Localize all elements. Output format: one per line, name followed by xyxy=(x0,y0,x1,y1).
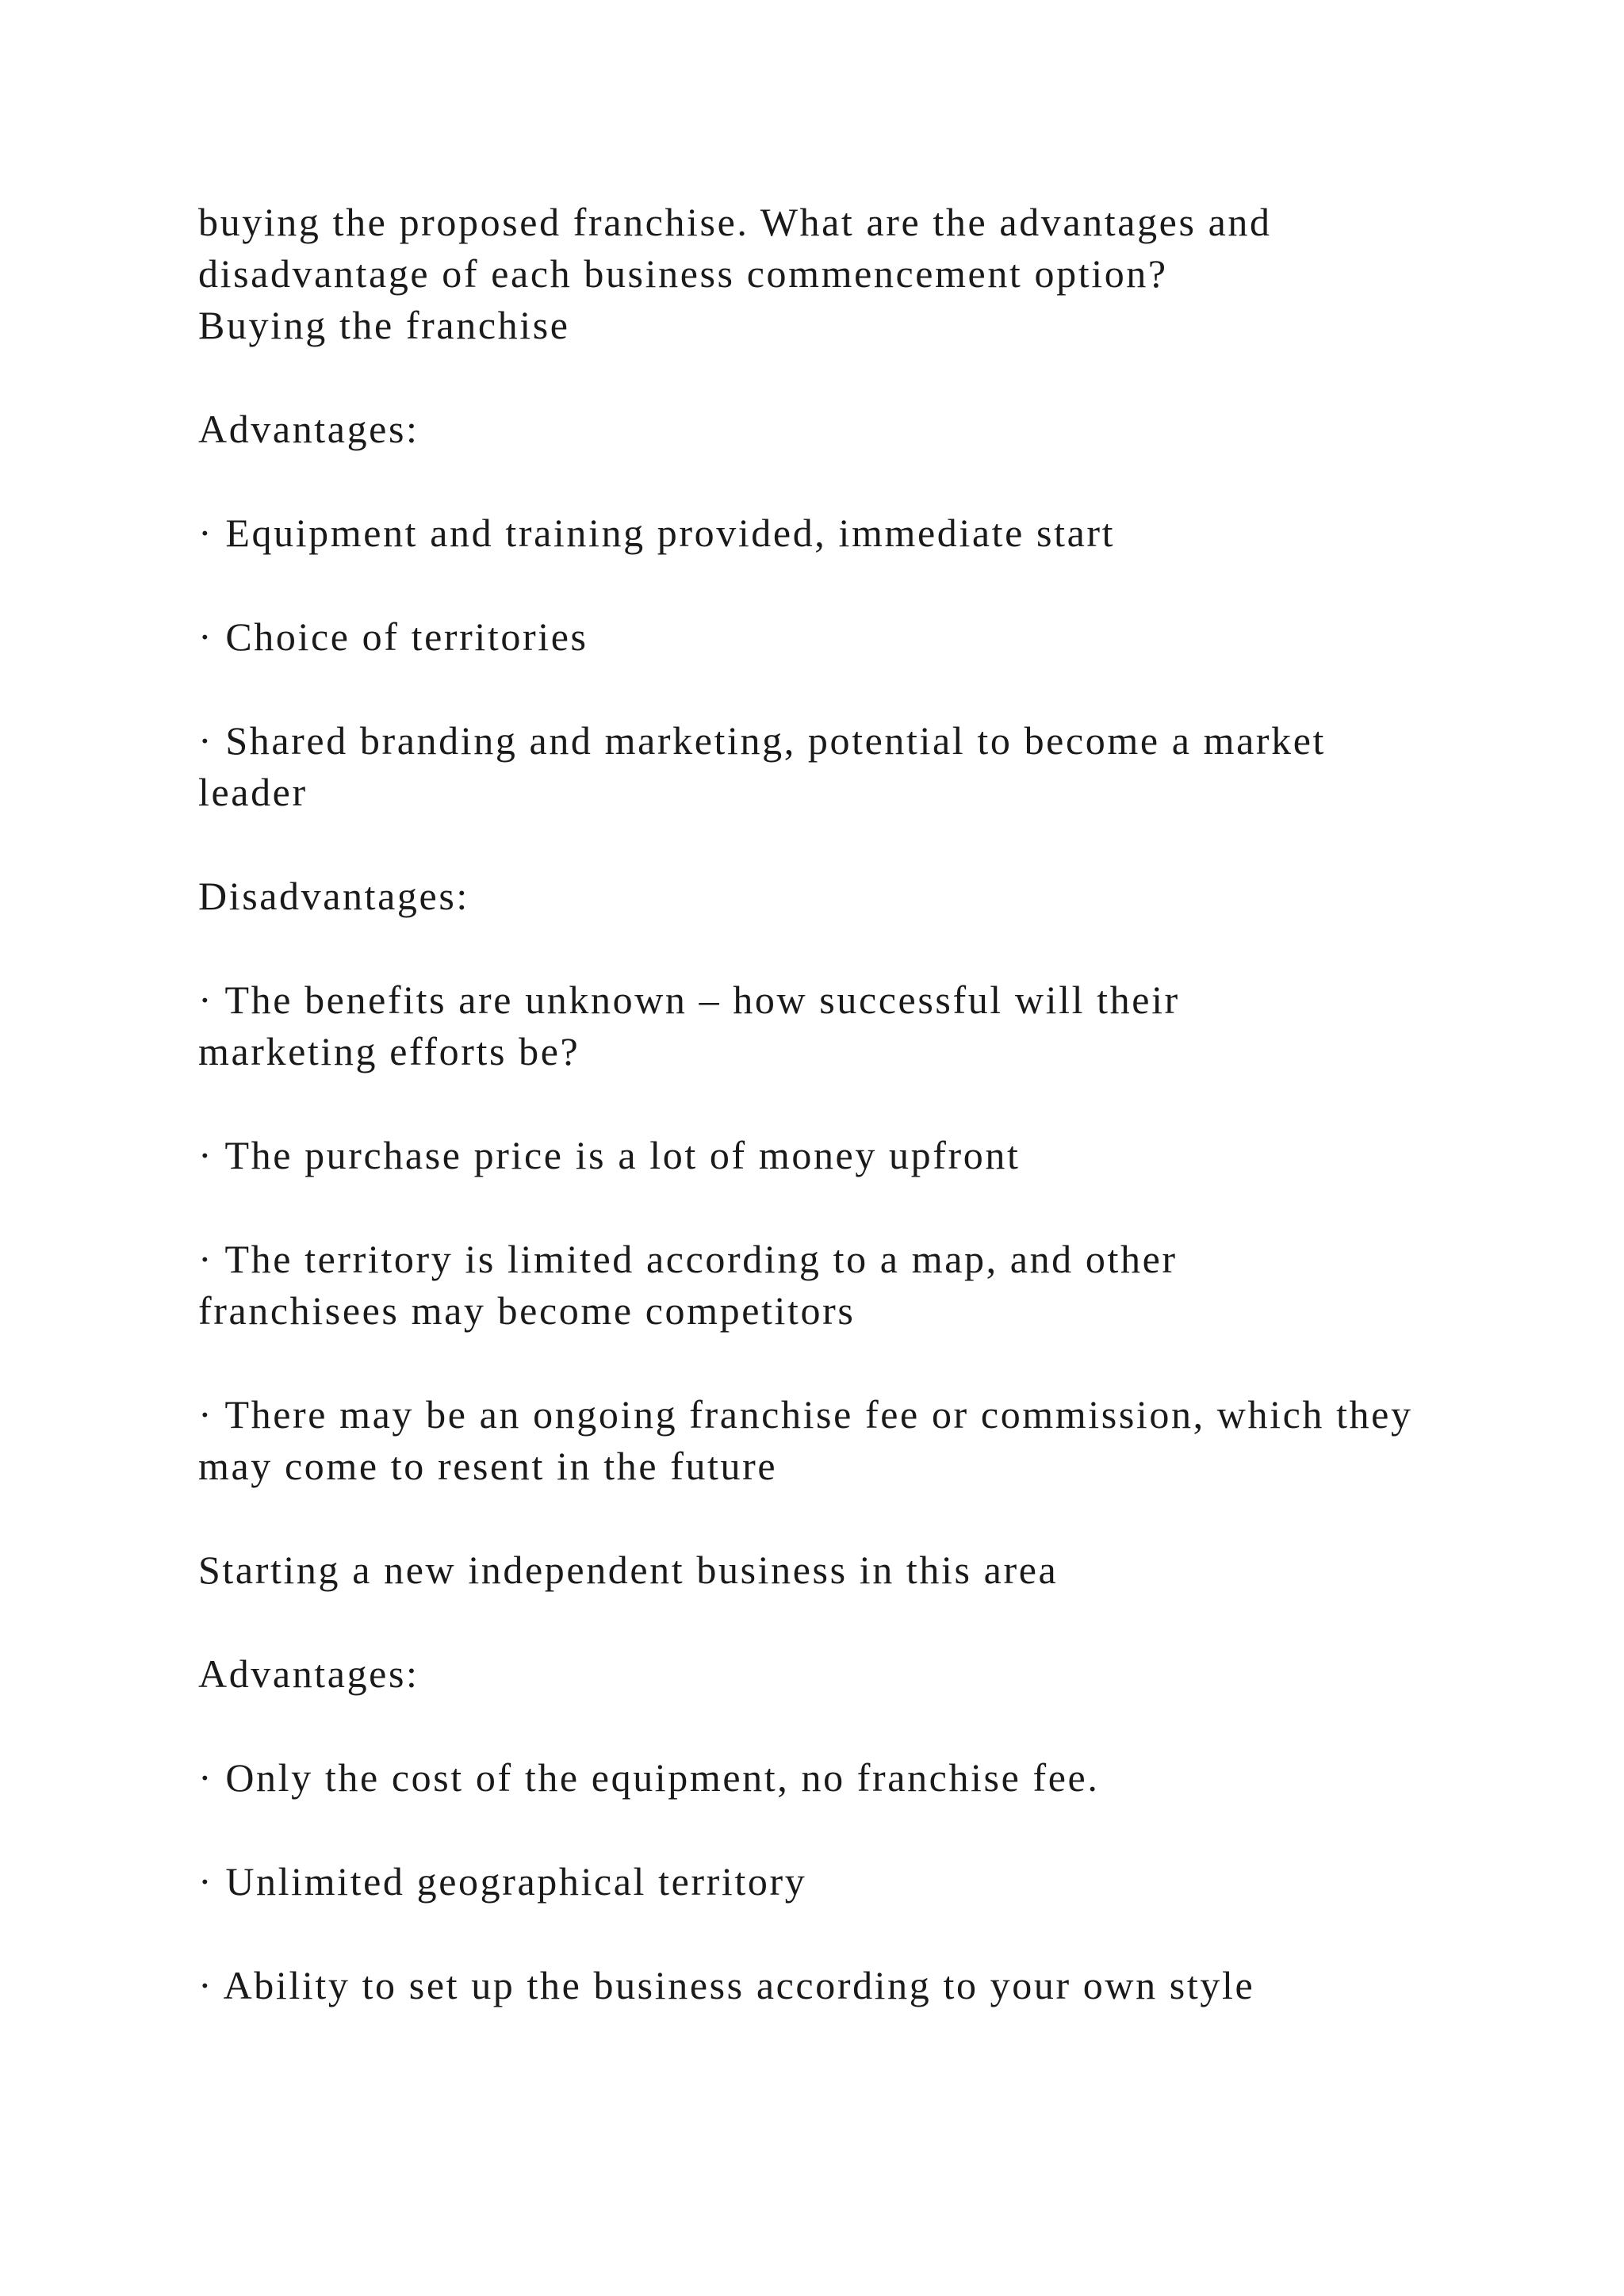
intro-line-1: buying the proposed franchise. What are the advantages and xyxy=(198,200,1272,244)
franchise-advantage-item: · Shared branding and marketing, potential to become a market leader xyxy=(198,718,1339,814)
intro-text xyxy=(198,197,1467,351)
section-title-franchise: Buying the franchise xyxy=(198,303,570,347)
section-title-independent: Starting a new independent business in this area xyxy=(198,1548,1059,1592)
franchise-disadvantage-item: · The benefits are unknown – how successful will their marketing efforts be? xyxy=(198,978,1192,1073)
franchise-advantage-item: · Choice of territories xyxy=(198,614,588,659)
franchise-disadvantage-item: · The purchase price is a lot of money upfront xyxy=(198,1133,1021,1177)
franchise-disadvantage-item: · There may be an ongoing franchise fee or commission, which they may come to resent in the future xyxy=(198,1392,1425,1488)
intro-line-2: disadvantage of each business commencement option? xyxy=(198,251,1168,296)
franchise-advantage-item: · Equipment and training provided, immediate start xyxy=(198,511,1116,555)
independent-advantage-item: · Only the cost of the equipment, no franchise fee. xyxy=(198,1755,1100,1800)
independent-advantage-item: · Ability to set up the business according to your own style xyxy=(198,1963,1255,2007)
independent-advantage-item: · Unlimited geographical territory xyxy=(198,1859,807,1904)
disadvantages-heading: Disadvantages: xyxy=(198,874,469,918)
franchise-disadvantage-item: · The territory is limited according to a map, and other franchisees may become competitors xyxy=(198,1237,1189,1333)
advantages-heading: Advantages: xyxy=(198,407,419,451)
advantages-heading: Advantages: xyxy=(198,1651,419,1696)
document-page xyxy=(198,197,1467,2011)
